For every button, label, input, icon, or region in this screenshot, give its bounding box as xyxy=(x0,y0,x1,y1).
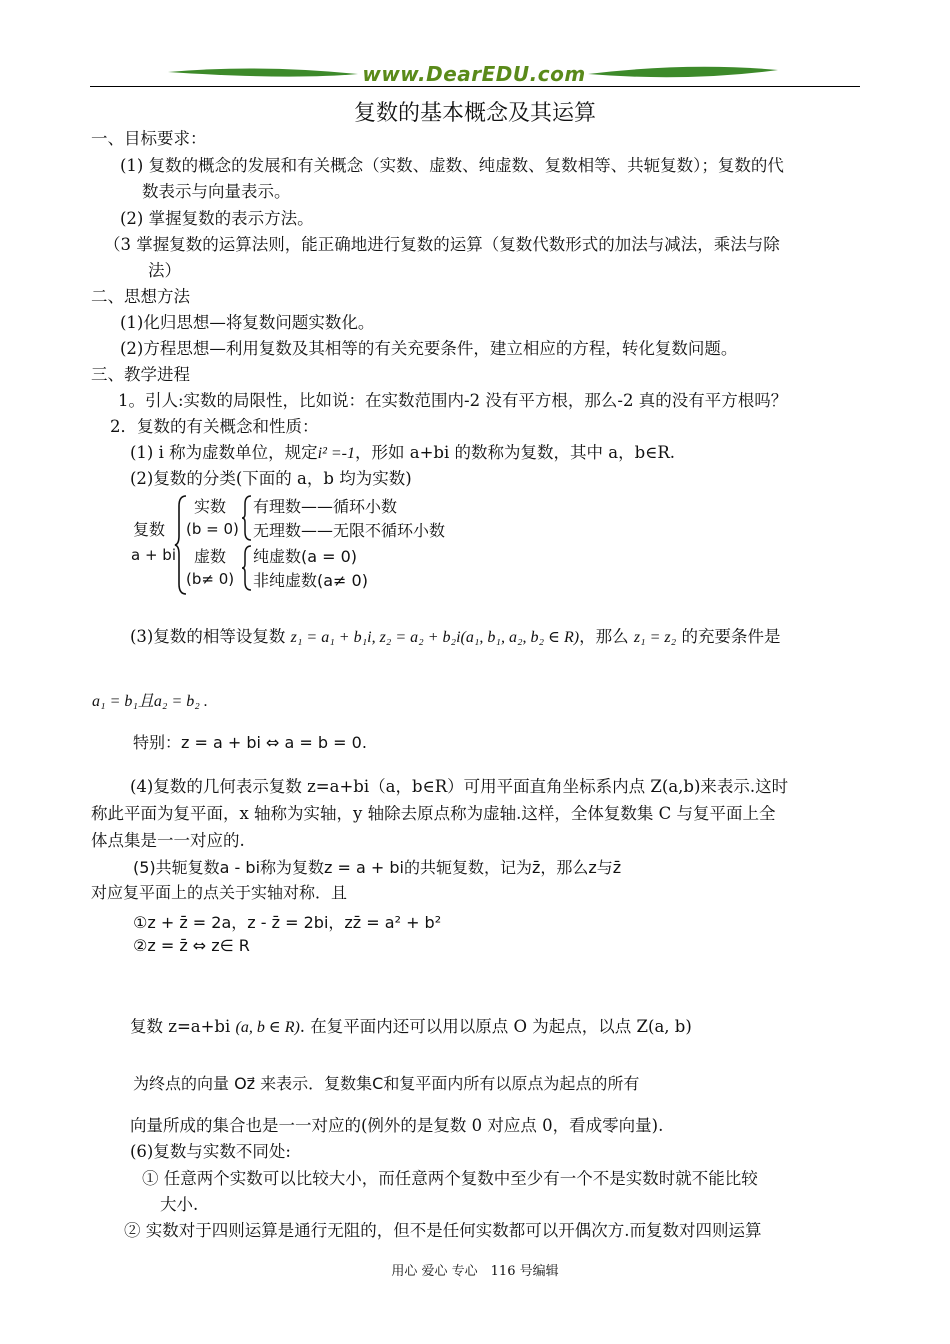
paragraph: (2)复数的分类(下面的 a，b 均为实数) xyxy=(130,469,412,488)
class-imag-cond: (b≠ 0) xyxy=(186,570,235,588)
class-root: 复数 xyxy=(133,520,166,539)
text-span: ，那么 xyxy=(579,627,629,646)
site-logo[interactable]: www.DearEDU.com xyxy=(362,62,586,86)
list-item: 大小. xyxy=(160,1195,199,1214)
list-item: (1)化归思想—将复数问题实数化。 xyxy=(120,313,375,332)
conjugate-property: ①z + z̄ = 2a，z - z̄ = 2bi，zz̄ = a² + b² xyxy=(133,913,442,932)
page-title: 复数的基本概念及其运算 xyxy=(353,101,596,126)
text-span: 的充要条件是 xyxy=(681,627,781,646)
paragraph: 2．复数的有关概念和性质： xyxy=(110,417,319,436)
class-rational: 有理数——循环小数 xyxy=(253,497,398,516)
class-imag: 虚数 xyxy=(194,547,227,566)
imag-brace xyxy=(241,544,253,592)
math-formula: i² =-1 xyxy=(317,445,356,462)
page-footer: 用心 爱心 专心 116 号编辑 xyxy=(391,1264,559,1279)
text-span: (1) i 称为虚数单位，规定 xyxy=(130,443,318,462)
paragraph xyxy=(130,442,675,465)
paragraph: 称此平面为复平面，x 轴称为实轴，y 轴除去原点称为虚轴.这样，全体复数集 C 与复平面上全 xyxy=(91,804,776,823)
paragraph: 1。引人:实数的局限性，比如说：在实数范围内-2 没有平方根，那么-2 真的没有平方根吗？ xyxy=(118,391,788,410)
paragraph: (4)复数的几何表示复数 z=a+bi（a，b∈R）可用平面直角坐标系内点 Z(a,b)来表示.这时 xyxy=(130,777,789,796)
math-formula: (a, b ∈ R) xyxy=(235,1019,300,1036)
math-formula: a₁ = b₁且a₂ = b₂ . xyxy=(92,693,208,710)
section-heading: 一、目标要求： xyxy=(91,129,207,148)
special-case: 特别：z = a + bi ⇔ a = b = 0. xyxy=(133,733,367,752)
list-item: 法） xyxy=(148,261,181,280)
list-item: ② 实数对于四则运算是通行无阻的，但不是任何实数都可以开偶次方.而复数对四则运算 xyxy=(124,1221,762,1240)
paragraph xyxy=(130,1016,692,1039)
list-item: ① 任意两个实数可以比较大小，而任意两个复数中至少有一个不是实数时就不能比较 xyxy=(142,1169,758,1188)
section-heading: 三、教学进程 xyxy=(91,365,190,384)
list-item: (1) 复数的概念的发展和有关概念（实数、虚数、纯虚数、复数相等、共轭复数）；复数的代 xyxy=(120,156,784,175)
math-formula: z₁ = z₂ xyxy=(633,629,677,646)
header-rule xyxy=(90,86,860,87)
list-item: (2) 掌握复数的表示方法。 xyxy=(120,209,314,228)
conjugate-property: ②z = z̄ ⇔ z∈ R xyxy=(133,936,250,955)
class-pure-imag: 纯虚数(a = 0) xyxy=(253,547,358,566)
math-formula: z₁ = a₁ + b₁i, z₂ = a₂ + b₂i(a₁, b₁, a₂, b₂ ∈ R) xyxy=(290,629,580,646)
text-span: 复数 z=a+bi xyxy=(130,1017,231,1036)
class-root-expr: a + bi xyxy=(131,546,176,564)
text-span: ，形如 a+bi 的数称为复数，其中 a，b∈R. xyxy=(355,443,676,462)
class-irrational: 无理数——无限不循环小数 xyxy=(253,521,446,540)
paragraph: 向量所成的集合也是一一对应的(例外的是复数 0 对应点 0，看成零向量). xyxy=(130,1116,664,1135)
class-nonpure-imag: 非纯虚数(a≠ 0) xyxy=(253,571,368,590)
paragraph: 体点集是一一对应的. xyxy=(91,831,245,850)
section-heading: 二、思想方法 xyxy=(91,287,190,306)
paragraph: 为终点的向量 Oz⃗ 来表示．复数集C和复平面内所有以原点为起点的所有 xyxy=(133,1074,640,1093)
list-item: (2)方程思想—利用复数及其相等的有关充要条件，建立相应的方程，转化复数问题。 xyxy=(120,339,738,358)
text-span: . 在复平面内还可以用以原点 O 为起点，以点 Z(a, b) xyxy=(299,1017,692,1036)
paragraph xyxy=(130,626,780,649)
paragraph: (6)复数与实数不同处: xyxy=(130,1142,291,1161)
class-real: 实数 xyxy=(194,497,227,516)
text-span: (3)复数的相等设复数 xyxy=(130,627,286,646)
list-item: （3 掌握复数的运算法则，能正确地进行复数的运算（复数代数形式的加法与减法，乘法与除 xyxy=(104,235,780,254)
list-item: 数表示与向量表示。 xyxy=(142,182,291,201)
class-real-cond: (b = 0) xyxy=(186,520,239,538)
real-brace xyxy=(241,494,253,542)
paragraph: (5)共轭复数a - bi称为复数z = a + bi的共轭复数，记为z̄，那么z与z̄ xyxy=(133,858,622,877)
paragraph: 对应复平面上的点关于实轴对称．且 xyxy=(91,883,348,902)
